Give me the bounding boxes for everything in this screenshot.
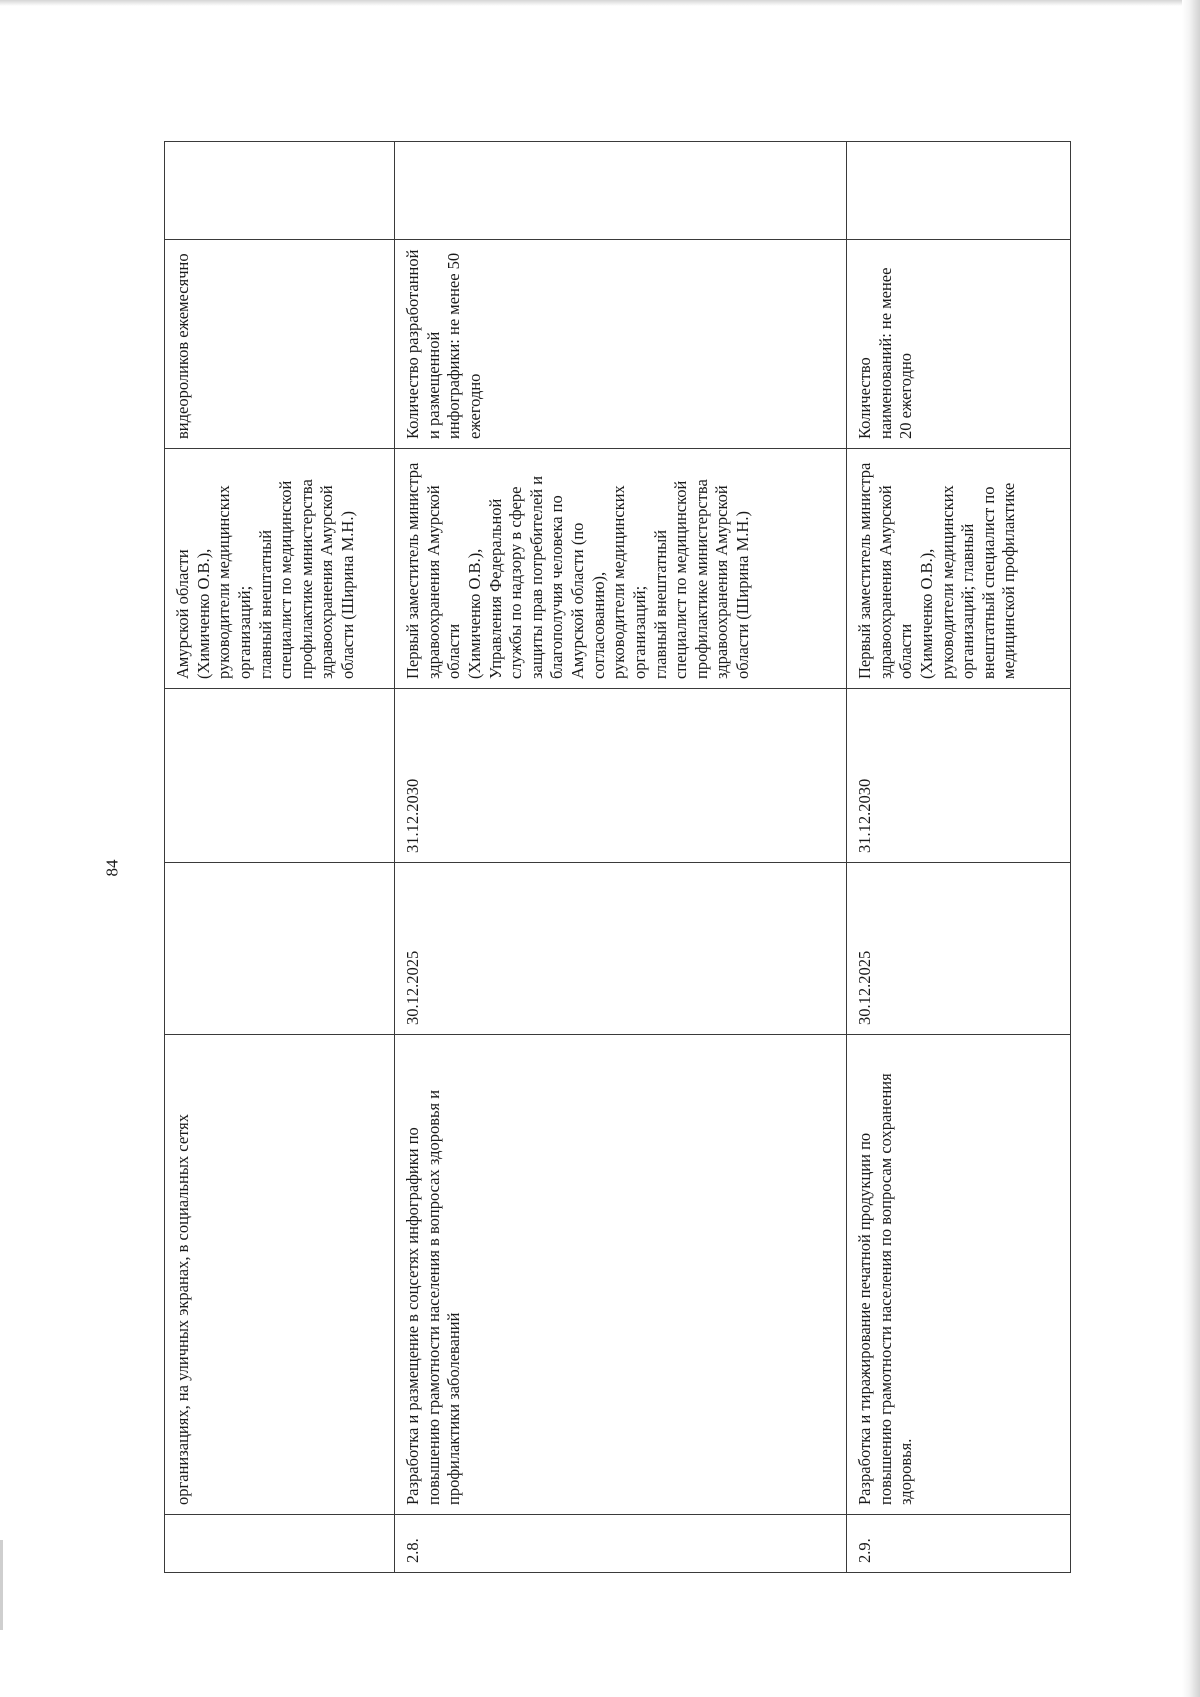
- page-number-text: 84: [102, 859, 121, 877]
- cell-result: Количество наименований: не менее 20 ежегодно: [847, 240, 1071, 449]
- cell-start-date: 30.12.2025: [847, 863, 1071, 1035]
- cell-number: [165, 1515, 395, 1573]
- activity-plan-table: [164, 141, 1071, 1573]
- cell-responsible: Первый заместитель министра здравоохранения Амурской области (Химиченко О.В.), руководители медицинских организаций; главный внештатный специалист по медицинской профилактике: [847, 449, 1071, 689]
- table-row-2-9: [847, 142, 1071, 1573]
- page-number: [97, 848, 127, 888]
- cell-activity-name: организациях, на уличных экранах, в социальных сетях: [165, 1035, 395, 1515]
- table-row-continuation: [165, 142, 395, 1573]
- cell-end-date: 31.12.2030: [847, 689, 1071, 863]
- cell-start-date: [165, 863, 395, 1035]
- cell-responsible: Первый заместитель министра здравоохранения Амурской области (Химиченко О.В.), Управления Федеральной службы по надзору в сфере защиты прав потребителей и благополучия человека по Амурской области (по согласованию), руководители медицинских организаций; главный внештатный специалист по медицинской профилактике министерства здравоохранения Амурской области (Ширина М.Н.): [395, 449, 847, 689]
- scan-edge-right: [1182, 0, 1200, 1697]
- cell-result: Количество разработанной и размещенной инфографики: не менее 50 ежегодно: [395, 240, 847, 449]
- cell-extra: [165, 142, 395, 240]
- cell-responsible: Амурской области (Химиченко О.В.), руководители медицинских организаций; главный внештатный специалист по медицинской профилактике министерства здравоохранения Амурской области (Ширина М.Н.): [165, 449, 395, 689]
- cell-extra: [395, 142, 847, 240]
- cell-result: видеороликов ежемесячно: [165, 240, 395, 449]
- cell-number: 2.9.: [847, 1515, 1071, 1573]
- scan-edge-top: [0, 0, 1200, 6]
- cell-end-date: [165, 689, 395, 863]
- cell-activity-name: Разработка и размещение в соцсетях инфографики по повышению грамотности населения в вопросах здоровья и профилактики заболеваний: [395, 1035, 847, 1515]
- scan-edge-left: [0, 1540, 3, 1630]
- cell-activity-name: Разработка и тиражирование печатной продукции по повышению грамотности населения по вопросам сохранения здоровья.: [847, 1035, 1071, 1515]
- table-row-2-8: [395, 142, 847, 1573]
- cell-number: 2.8.: [395, 1515, 847, 1573]
- cell-end-date: 31.12.2030: [395, 689, 847, 863]
- cell-start-date: 30.12.2025: [395, 863, 847, 1035]
- cell-extra: [847, 142, 1071, 240]
- table-rotator: [164, 141, 1070, 1573]
